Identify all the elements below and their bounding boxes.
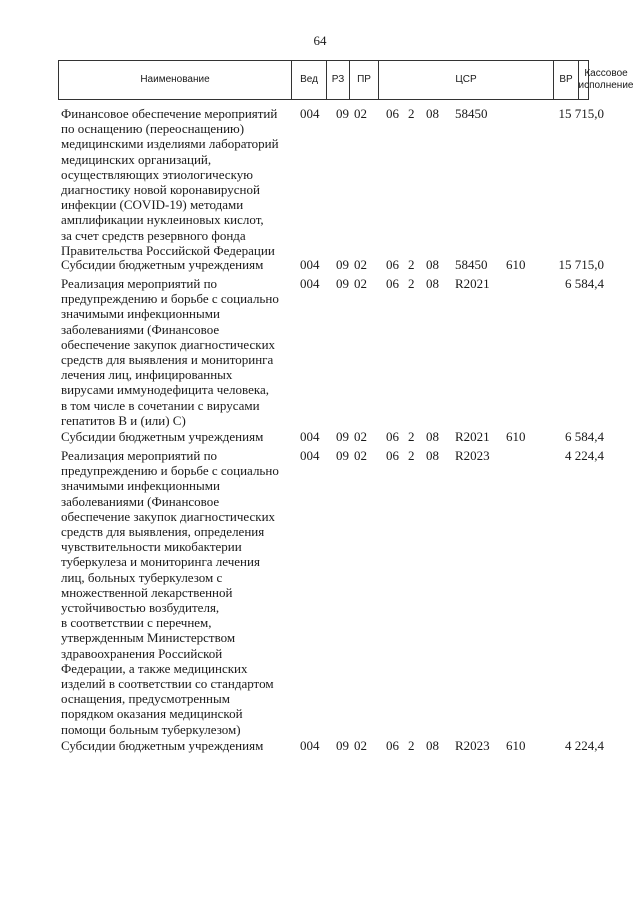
row-rz: 09 [336,276,349,291]
row-csr-4: R2023 [455,448,490,463]
row-vr: 610 [506,738,526,753]
header-rz: РЗ [331,74,345,85]
row-csr-3: 08 [426,448,439,463]
row-ved: 004 [300,276,320,291]
row-csr-2: 2 [408,738,415,753]
row-vr: 610 [506,429,526,444]
row-ved: 004 [300,429,320,444]
row-sum: 6 584,4 [565,276,604,291]
row-rz: 09 [336,738,349,753]
row-csr-2: 2 [408,448,415,463]
row-sum: 15 715,0 [558,106,604,121]
row-ved: 004 [300,738,320,753]
header-ved: Вед [300,74,318,85]
row-pr: 02 [354,738,367,753]
row-csr-3: 08 [426,738,439,753]
row-pr: 02 [354,106,367,121]
row-rz: 09 [336,106,349,121]
row-sum: 4 224,4 [565,738,604,753]
row-csr-3: 08 [426,106,439,121]
row-csr-1: 06 [386,448,399,463]
row-sum: 6 584,4 [565,429,604,444]
row-name: Субсидии бюджетным учреждениям [61,429,264,444]
row-csr-4: R2021 [455,429,490,444]
row-name: Субсидии бюджетным учреждениям [61,738,264,753]
row-pr: 02 [354,448,367,463]
row-rz: 09 [336,257,349,272]
row-csr-3: 08 [426,257,439,272]
page-number: 64 [313,33,327,48]
row-csr-1: 06 [386,106,399,121]
header-sum: Кассовое исполнение [578,68,634,91]
row-csr-2: 2 [408,106,415,121]
row-rz: 09 [336,429,349,444]
row-csr-4: R2023 [455,738,490,753]
table-header [58,60,634,100]
row-csr-1: 06 [386,738,399,753]
row-csr-1: 06 [386,429,399,444]
row-ved: 004 [300,257,320,272]
header-csr: ЦСР [455,74,477,85]
row-csr-2: 2 [408,429,415,444]
row-pr: 02 [354,257,367,272]
row-csr-2: 2 [408,257,415,272]
row-pr: 02 [354,276,367,291]
row-name: Реализация мероприятий по предупреждению и борьбе с социально значимыми инфекционными заболеваниями (Финансовое обеспечение закупок диагностических средств для выявления, определения чувствительности микобактерии туберкулеза и мониторинга лечения лиц, больных туберкулезом с множественной лекарственной устойчивостью возбудителя, в соответствии с перечнем, утвержденным Министерством здравоохранения Российской Федерации, а также медицинских изделий в соответствии со стандартом оснащения, предусмотренным порядком оказания медицинской помощи больным туберкулезом) [61,448,279,737]
row-sum: 4 224,4 [565,448,604,463]
header-pr: ПР [357,74,371,85]
row-vr: 610 [506,257,526,272]
row-name: Субсидии бюджетным учреждениям [61,257,264,272]
row-csr-2: 2 [408,276,415,291]
row-ved: 004 [300,448,320,463]
row-name: Реализация мероприятий по предупреждению и борьбе с социально значимыми инфекционными заболеваниями (Финансовое обеспечение закупок диагностических средств для выявления и мониторинга лечения лиц, инфицированных вирусами иммунодефицита человека, в том числе в сочетании с вирусами гепатитов В и (или) С) [61,276,279,428]
row-csr-4: 58450 [455,257,488,272]
row-rz: 09 [336,448,349,463]
row-csr-1: 06 [386,276,399,291]
row-csr-4: R2021 [455,276,490,291]
row-sum: 15 715,0 [558,257,604,272]
row-pr: 02 [354,429,367,444]
header-name: Наименование [140,74,210,85]
row-csr-1: 06 [386,257,399,272]
header-vr: ВР [559,74,573,85]
row-name: Финансовое обеспечение мероприятий по оснащению (переоснащению) медицинскими изделиями лабораторий медицинских организаций, осуществляющих этиологическую диагностику новой коронавирусной инфекции (COVID-19) методами амплификации нуклеиновых кислот, за счет средств резервного фонда Правительства Российской Федерации [61,106,279,258]
row-csr-3: 08 [426,429,439,444]
row-csr-4: 58450 [455,106,488,121]
row-ved: 004 [300,106,320,121]
row-csr-3: 08 [426,276,439,291]
